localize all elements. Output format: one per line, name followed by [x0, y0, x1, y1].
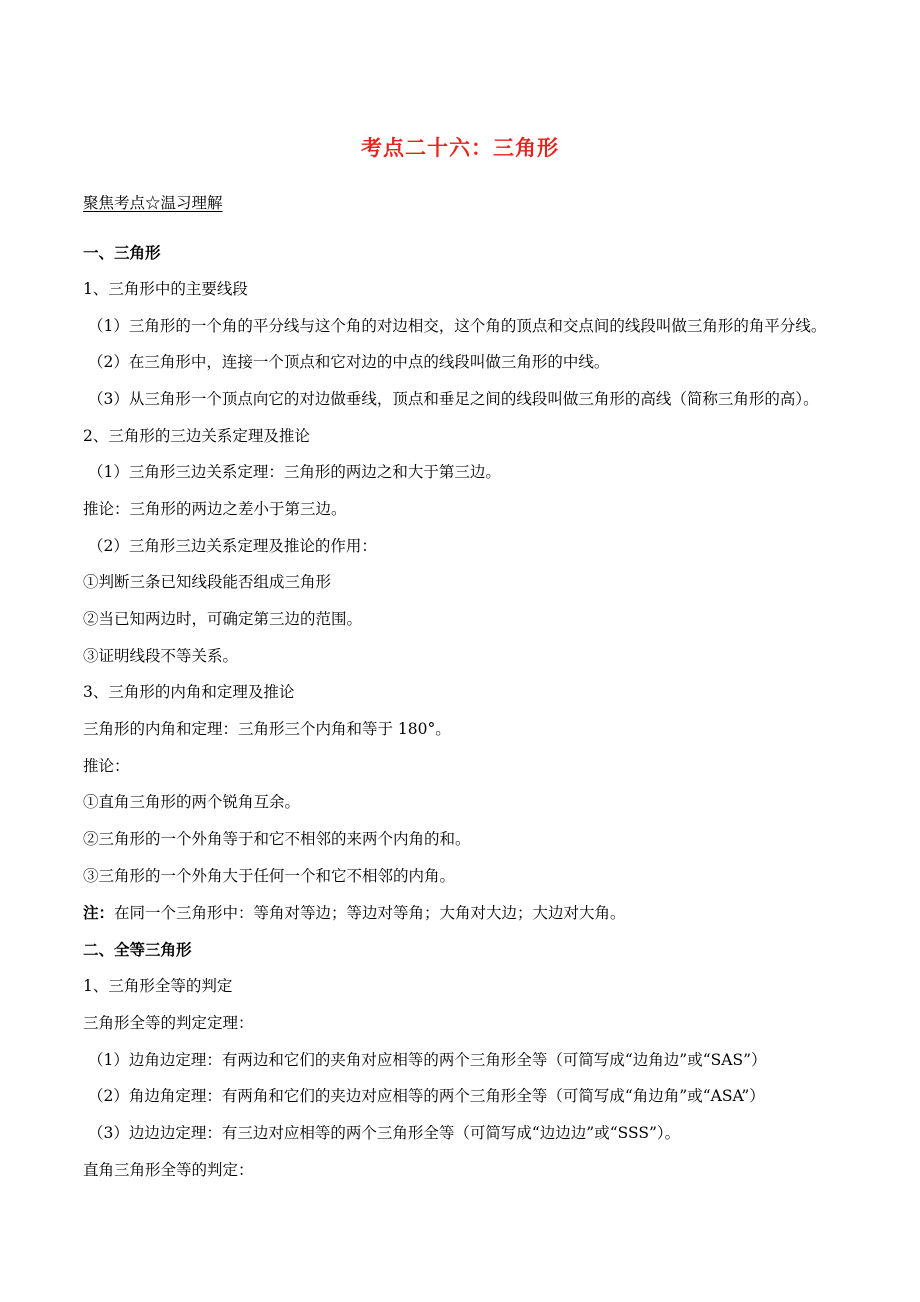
section2-heading: 二、全等三角形	[83, 941, 192, 959]
list-item: ③证明线段不等关系。	[83, 647, 239, 665]
right-triangle-heading: 直角三角形全等的判定：	[83, 1161, 254, 1179]
note-label: 注：	[83, 904, 115, 922]
list-item: ①判断三条已知线段能否组成三角形	[83, 573, 332, 591]
list-item: （1）边角边定理：有两边和它们的夹角对应相等的两个三角形全等（可简写成“边角边”或“SAS”）	[88, 1051, 767, 1069]
note-line	[83, 903, 626, 923]
list-item: ③三角形的一个外角大于任何一个和它不相邻的内角。	[83, 867, 456, 885]
list-item: （2）角边角定理：有两角和它们的夹边对应相等的两个三角形全等（可简写成“角边角”或“ASA”）	[88, 1087, 765, 1105]
theorem-text: 三角形的内角和定理：三角形三个内角和等于 180°。	[83, 720, 451, 738]
section1-sub2-heading: 2、三角形的三边关系定理及推论	[83, 427, 310, 445]
list-item: ②当已知两边时，可确定第三边的范围。	[83, 610, 363, 628]
corollary-text: 推论：三角形的两边之差小于第三边。	[83, 500, 347, 518]
list-item: （1）三角形三边关系定理：三角形的两边之和大于第三边。	[88, 463, 501, 481]
section1-sub1-heading: 1、三角形中的主要线段	[83, 280, 248, 298]
list-item: （2）在三角形中，连接一个顶点和它对边的中点的线段叫做三角形的中线。	[88, 353, 610, 371]
intro-text: 三角形全等的判定定理：	[83, 1014, 254, 1032]
page-title: 考点二十六：三角形	[361, 136, 559, 160]
list-item: ②三角形的一个外角等于和它不相邻的来两个内角的和。	[83, 830, 471, 848]
section1-sub3-heading: 3、三角形的内角和定理及推论	[83, 683, 295, 701]
list-item: （3）边边边定理：有三边对应相等的两个三角形全等（可简写成“边边边”或“SSS”）。	[88, 1124, 681, 1142]
note-text: 在同一个三角形中：等角对等边；等边对等角；大角对大边；大边对大角。	[114, 904, 626, 922]
corollary-label: 推论：	[83, 757, 130, 775]
section1-heading: 一、三角形	[83, 244, 161, 262]
list-item: （3）从三角形一个顶点向它的对边做垂线，顶点和垂足之间的线段叫做三角形的高线（简称三角形的高）。	[88, 390, 819, 408]
list-item: （1）三角形的一个角的平分线与这个角的对边相交，这个角的顶点和交点间的线段叫做三角形的角平分线。	[88, 317, 827, 335]
list-item: （2）三角形三边关系定理及推论的作用：	[88, 537, 377, 555]
section2-sub1-heading: 1、三角形全等的判定	[83, 977, 233, 995]
subheading: 聚焦考点☆温习理解	[83, 194, 223, 212]
list-item: ①直角三角形的两个锐角互余。	[83, 793, 301, 811]
